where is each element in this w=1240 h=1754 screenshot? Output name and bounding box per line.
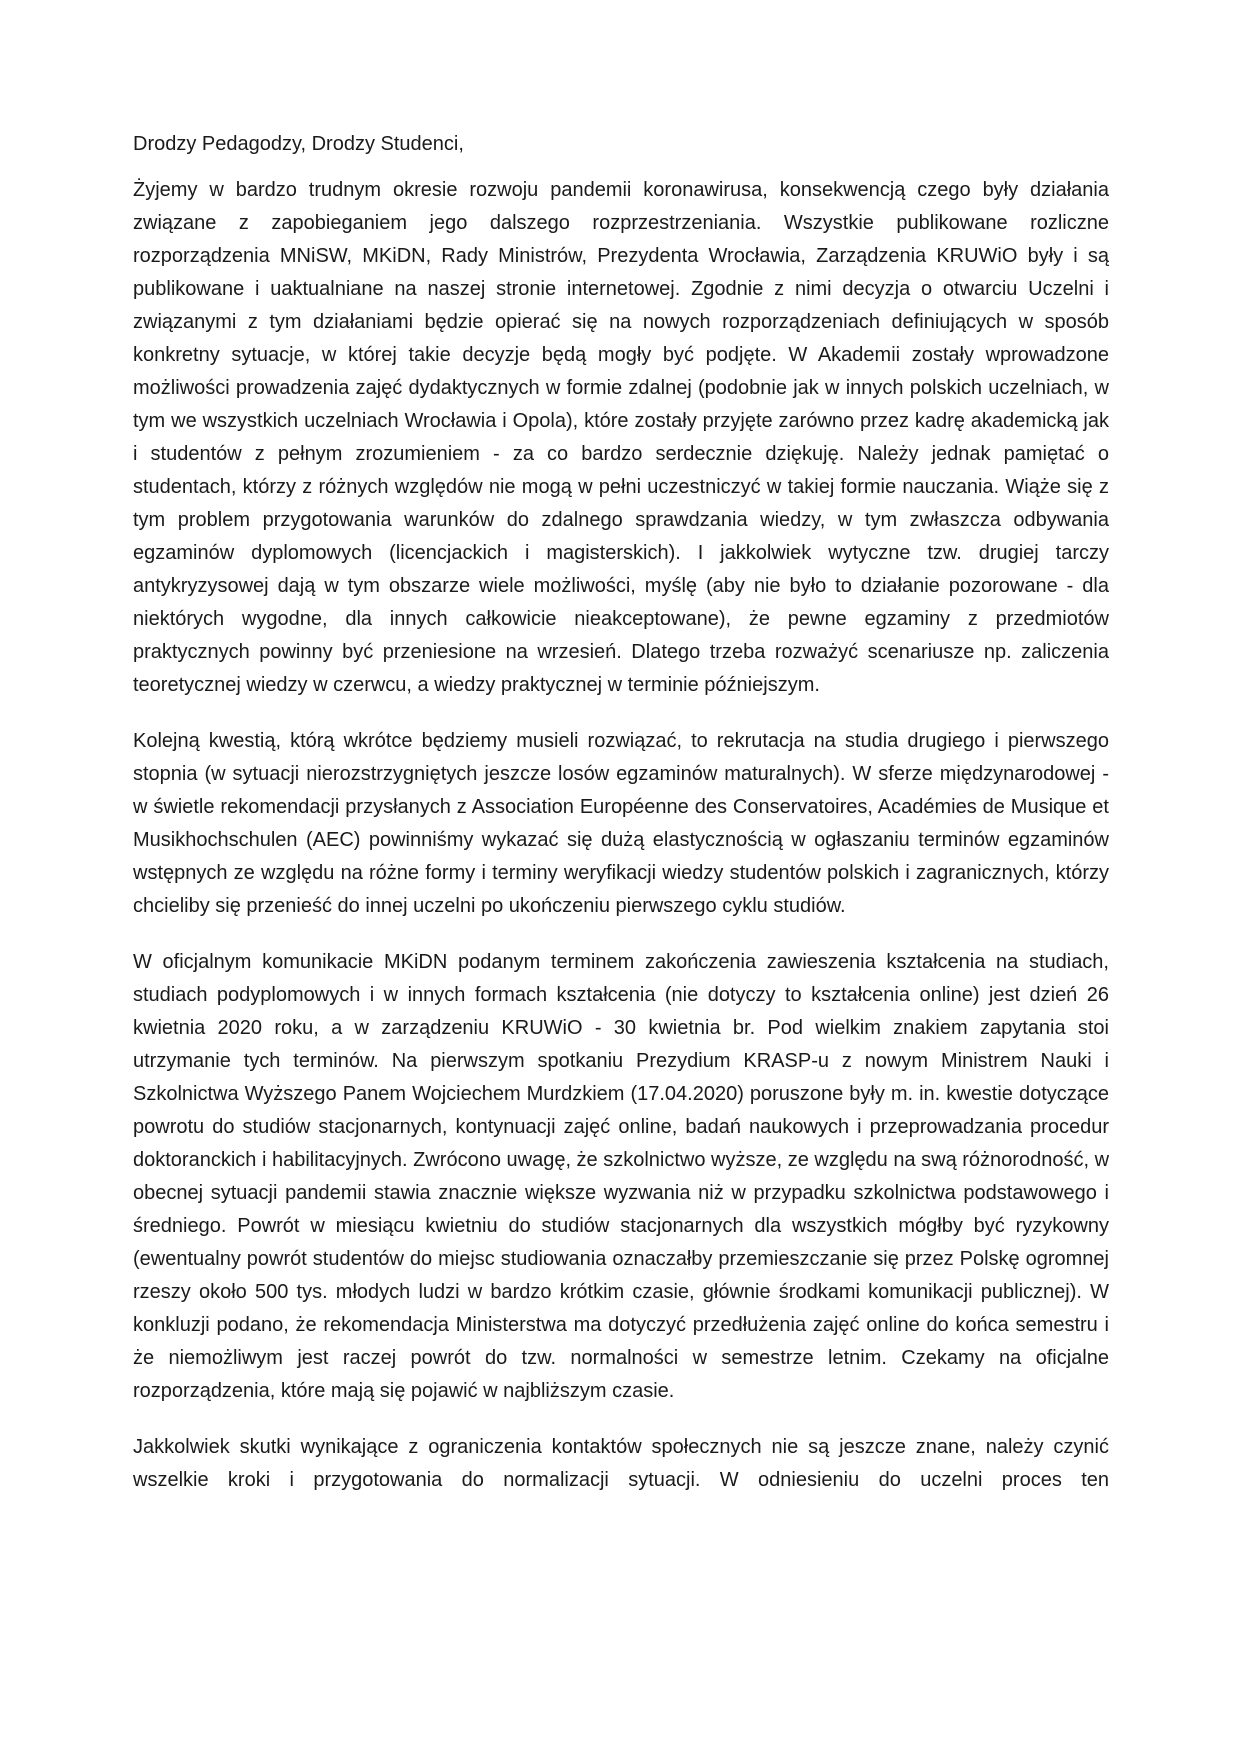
paragraph-social-contacts-cutoff: Jakkolwiek skutki wynikające z ograniczenia kontaktów społecznych nie są jeszcze znane, należy czynić wszelkie kroki i przygotowania do normalizacji sytuacji. W odniesieniu do uczelni proces ten	[133, 1436, 1109, 1491]
paragraph-official-announcement: W oficjalnym komunikacie MKiDN podanym terminem zakończenia zawieszenia kształcenia na studiach, studiach podyplomowych i w innych formach kształcenia (nie dotyczy to kształcenia online) jest dzień 26 kwietnia 2020 roku, a w zarządzeniu KRUWiO - 30 kwietnia br. Pod wielkim znakiem zapytania stoi utrzymanie tych terminów. Na pierwszym spotkaniu Prezydium KRASP-u z nowym Ministrem Nauki i Szkolnictwa Wyższego Panem Wojciechem Murdzkiem (17.04.2020) poruszone były m. in. kwestie dotyczące powrotu do studiów stacjonarnych, kontynuacji zajęć online, badań naukowych i przeprowadzania procedur doktoranckich i habilitacyjnych. Zwrócono uwagę, że szkolnictwo wyższe, ze względu na swą różnorodność, w obecnej sytuacji pandemii stawia znacznie większe wyzwania niż w przypadku szkolnictwa podstawowego i średniego. Powrót w miesiącu kwietniu do studiów stacjonarnych dla wszystkich mógłby być ryzykowny (ewentualny powrót studentów do miejsc studiowania oznaczałby przemieszczanie się przez Polskę ogromnej rzeszy około 500 tys. młodych ludzi w bardzo krótkim czasie, głównie środkami komunikacji publicznej). W konkluzji podano, że rekomendacja Ministerstwa ma dotyczyć przedłużenia zajęć online do końca semestru i że niemożliwym jest raczej powrót do tzw. normalności w semestrze letnim. Czekamy na oficjalne rozporządzenia, które mają się pojawić w najbliższym czasie.	[133, 951, 1110, 1402]
letter-body	[133, 128, 1109, 1497]
paragraph-recruitment: Kolejną kwestią, którą wkrótce będziemy musieli rozwiązać, to rekrutacja na studia drugiego i pierwszego stopnia (w sytuacji nierozstrzygniętych jeszcze losów egzaminów maturalnych). W sferze międzynarodowej - w świetle rekomendacji przysłanych z Association Européenne des Conservatoires, Académies de Musique et Musikhochschulen (AEC) powinniśmy wykazać się dużą elastycznością w ogłaszaniu terminów egzaminów wstępnych ze względu na różne formy i terminy weryfikacji wiedzy studentów polskich i zagranicznych, którzy chcieliby się przenieść do innej uczelni po ukończeniu pierwszego cyklu studiów.	[133, 730, 1109, 917]
salutation: Drodzy Pedagodzy, Drodzy Studenci,	[133, 133, 464, 155]
paragraph-pandemic-situation: Żyjemy w bardzo trudnym okresie rozwoju pandemii koronawirusa, konsekwencją czego były działania związane z zapobieganiem jego dalszego rozprzestrzeniania. Wszystkie publikowane rozliczne rozporządzenia MNiSW, MKiDN, Rady Ministrów, Prezydenta Wrocławia, Zarządzenia KRUWiO były i są publikowane i uaktualniane na naszej stronie internetowej. Zgodnie z nimi decyzja o otwarciu Uczelni i związanymi z tym działaniami będzie opierać się na nowych rozporządzeniach definiujących w sposób konkretny sytuacje, w której takie decyzje będą mogły być podjęte. W Akademii zostały wprowadzone możliwości prowadzenia zajęć dydaktycznych w formie zdalnej (podobnie jak w innych polskich uczelniach, w tym we wszystkich uczelniach Wrocławia i Opola), które zostały przyjęte zarówno przez kadrę akademicką jak i studentów z pełnym zrozumieniem - za co bardzo serdecznie dziękuję. Należy jednak pamiętać o studentach, którzy z różnych względów nie mogą w pełni uczestniczyć w takiej formie nauczania. Wiąże się z tym problem przygotowania warunków do zdalnego sprawdzania wiedzy, w tym zwłaszcza odbywania egzaminów dyplomowych (licencjackich i magisterskich). I jakkolwiek wytyczne tzw. drugiej tarczy antykryzysowej dają w tym obszarze wiele możliwości, myślę (aby nie było to działanie pozorowane - dla niektórych wygodne, dla innych całkowicie nieakceptowane), że pewne egzaminy z przedmiotów praktycznych powinny być przeniesione na wrzesień. Dlatego trzeba rozważyć scenariusze np. zaliczenia teoretycznej wiedzy w czerwcu, a wiedzy praktycznej w terminie późniejszym.	[133, 179, 1109, 696]
